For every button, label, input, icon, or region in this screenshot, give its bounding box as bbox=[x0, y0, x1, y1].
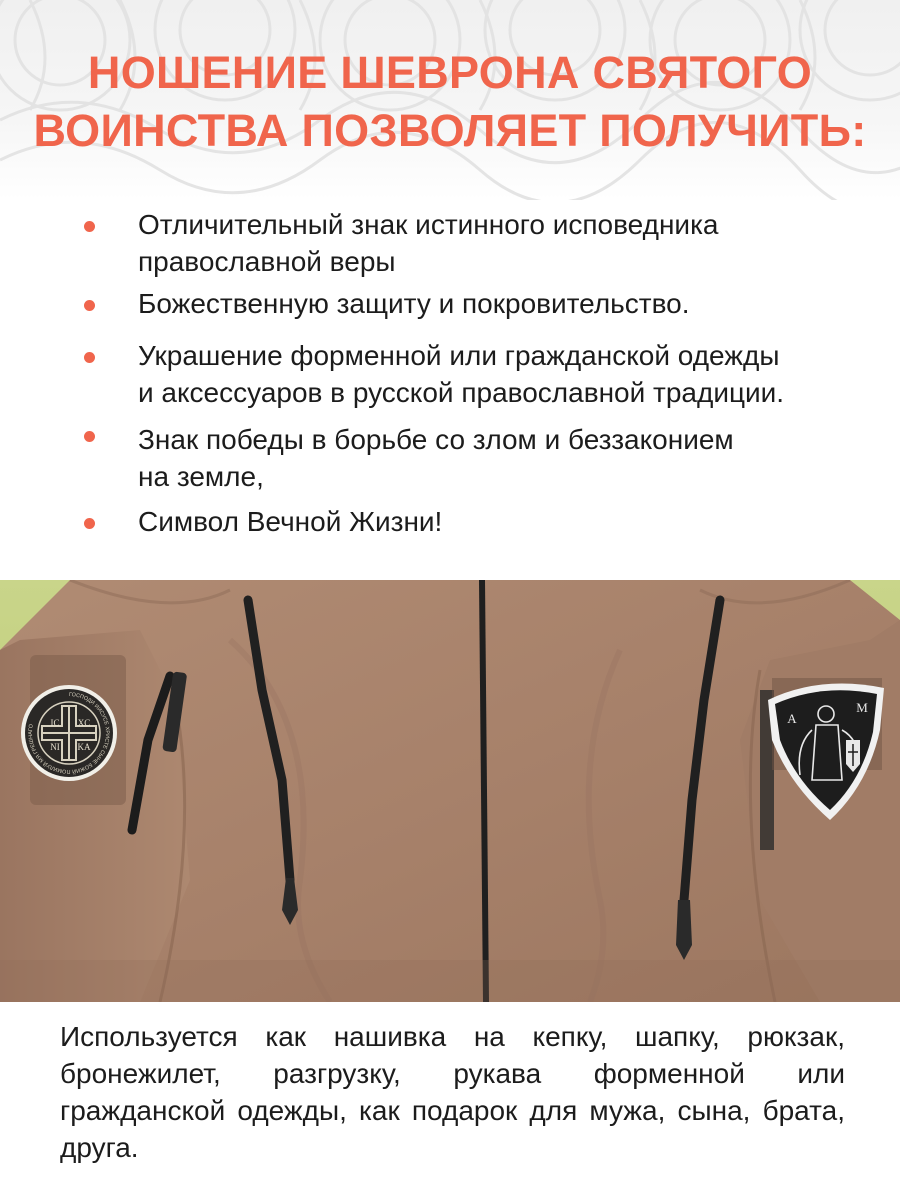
jacket-illustration bbox=[0, 580, 900, 1002]
patch-letters: IC bbox=[50, 718, 60, 728]
bullet-icon bbox=[84, 431, 95, 442]
list-item-text bbox=[138, 285, 858, 322]
usage-line: Используется как нашивка на кепку, шапку, рюкзак, bbox=[60, 1021, 845, 1052]
usage-description bbox=[60, 1018, 845, 1166]
cross-patch bbox=[21, 685, 117, 781]
patch-letters: KA bbox=[77, 742, 91, 752]
title-line-2: ВОИНСТВА ПОЗВОЛЯЕТ ПОЛУЧИТЬ: bbox=[33, 105, 867, 156]
page-title bbox=[0, 44, 900, 160]
usage-line: бронежилет, разгрузку, рукава форменной или bbox=[60, 1058, 845, 1089]
list-item-line: Украшение форменной или гражданской одежды bbox=[138, 340, 780, 371]
bullet-icon bbox=[84, 518, 95, 529]
bullet-icon bbox=[84, 221, 95, 232]
list-item-text bbox=[138, 337, 858, 411]
title-line-1: НОШЕНИЕ ШЕВРОНА СВЯТОГО bbox=[87, 47, 813, 98]
list-item-text bbox=[138, 421, 858, 495]
list-item-line: Божественную защиту и покровительство. bbox=[138, 288, 690, 319]
bullet-icon bbox=[84, 352, 95, 363]
patch-letter-right: М bbox=[856, 700, 868, 715]
jacket-photo bbox=[0, 580, 900, 1002]
bullet-icon bbox=[84, 300, 95, 311]
list-item-line: Отличительный знак истинного исповедника bbox=[138, 209, 719, 240]
list-item-text bbox=[138, 503, 858, 540]
list-item-text bbox=[138, 206, 858, 280]
center-zipper bbox=[482, 580, 486, 1002]
list-item-line: Знак победы в борьбе со злом и беззаконием bbox=[138, 424, 734, 455]
patch-letters: NI bbox=[50, 742, 60, 752]
patch-ring-text: ГОСПОДИ ИИСУСЕ ХРИСТЕ СЫНЕ БОЖИЙ ПОМИЛУЙ МЯ ГРЕШНАГО bbox=[27, 691, 110, 775]
patch-letters: XC bbox=[77, 718, 91, 728]
list-item-line: православной веры bbox=[138, 246, 396, 277]
list-item-line: Символ Вечной Жизни! bbox=[138, 506, 443, 537]
usage-line: гражданской одежды, как подарок для мужа, сына, брата, bbox=[60, 1095, 845, 1126]
patch-letter-left: А bbox=[787, 711, 797, 726]
list-item-line: и аксессуаров в русской православной традиции. bbox=[138, 377, 785, 408]
usage-line: друга. bbox=[60, 1132, 139, 1163]
list-item-line: на земле, bbox=[138, 461, 264, 492]
